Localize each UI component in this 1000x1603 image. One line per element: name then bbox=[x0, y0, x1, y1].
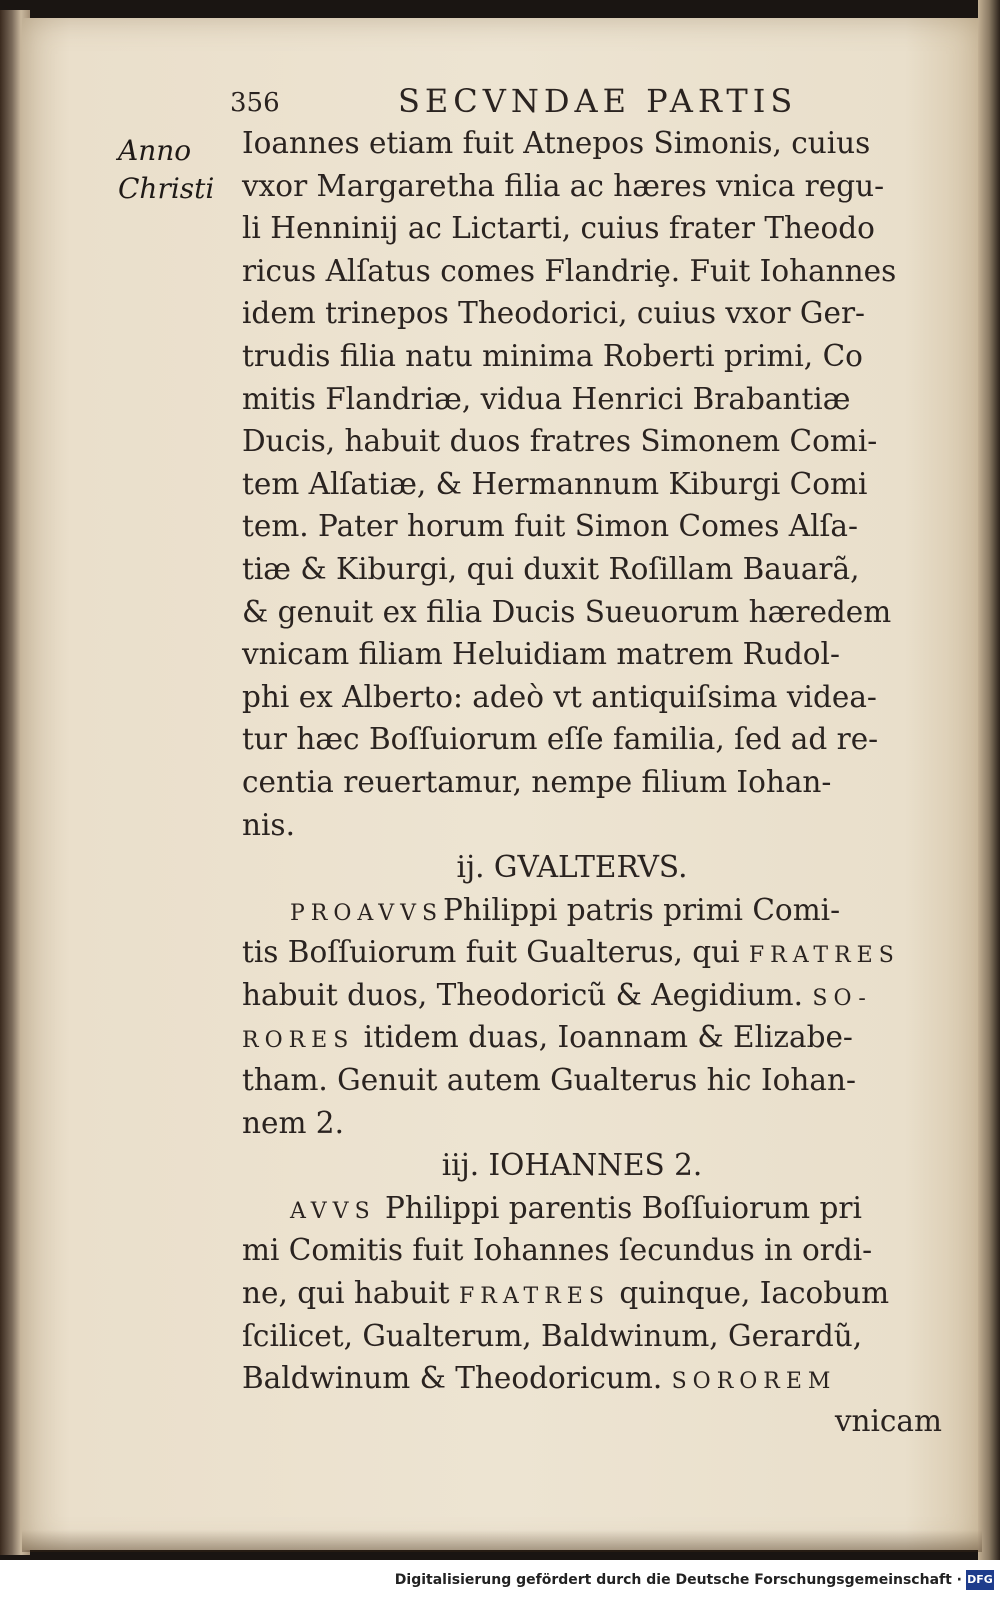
text-segment: quinque, Iacobum bbox=[609, 1276, 890, 1311]
text-segment: Baldwinum & Theodoricum. bbox=[242, 1361, 672, 1396]
page-header bbox=[230, 82, 910, 122]
text-line: idem trinepos Theodorici, cuius vxor Ger- bbox=[242, 296, 866, 331]
margin-note-line: Christi bbox=[118, 172, 215, 205]
small-caps-word: AVVS bbox=[290, 1198, 376, 1224]
text-line: mitis Flandriæ, vidua Henrici Brabantiæ bbox=[242, 381, 851, 416]
text-line: ſcilicet, Gualterum, Baldwinum, Gerardũ, bbox=[242, 1318, 863, 1353]
page-number: 356 bbox=[230, 88, 280, 118]
text-line: tur hæc Boſſuiorum eſſe familia, ſed ad re- bbox=[242, 722, 879, 757]
text-segment: tis Boſſuiorum fuit Gualterus, qui bbox=[242, 935, 749, 970]
text-line bbox=[242, 889, 942, 932]
text-line: trudis filia natu minima Roberti primi, Co bbox=[242, 338, 863, 373]
text-line: Ioannes etiam fuit Atnepos Simonis, cuius bbox=[242, 126, 871, 160]
text-line bbox=[242, 1187, 942, 1230]
text-segment: habuit duos, Theodoricũ & Aegidium. bbox=[242, 977, 813, 1012]
text-segment: Philippi parentis Boſſuiorum pri bbox=[375, 1190, 862, 1225]
text-line: tem. Pater horum fuit Simon Comes Alſa- bbox=[242, 509, 858, 544]
dfg-logo-icon: DFG bbox=[966, 1570, 994, 1590]
page-right-edge bbox=[978, 0, 1000, 1560]
text-line bbox=[242, 1357, 942, 1400]
text-line: li Henninij ac Lictarti, cuius frater Theodo bbox=[242, 211, 875, 246]
footer-bar bbox=[0, 1560, 1000, 1603]
text-line: ricus Alſatus comes Flandriȩ. Fuit Iohannes bbox=[242, 253, 897, 288]
margin-note-line: Anno bbox=[118, 134, 192, 167]
text-line bbox=[242, 1016, 942, 1059]
text-line: vnicam filiam Heluidiam matrem Rudol- bbox=[242, 637, 840, 672]
text-line: nis. bbox=[242, 807, 295, 842]
text-line: tem Alſatiæ, & Hermannum Kiburgi Comi bbox=[242, 466, 868, 501]
body-text bbox=[242, 122, 942, 1442]
text-line: centia reuertamur, nempe filium Iohan- bbox=[242, 764, 832, 799]
text-line bbox=[242, 1272, 942, 1315]
text-segment: itidem duas, Ioannam & Elizabe- bbox=[354, 1020, 853, 1055]
text-line: phi ex Alberto: adeò vt antiquiſsima videa- bbox=[242, 679, 877, 714]
small-caps-word: RORES bbox=[242, 1028, 355, 1054]
small-caps-word: SOROREM bbox=[671, 1369, 837, 1395]
text-line: Ducis, habuit duos fratres Simonem Comi- bbox=[242, 424, 878, 459]
small-caps-word: FRATRES bbox=[459, 1284, 610, 1310]
running-head: SECVNDAE PARTIS bbox=[398, 82, 798, 120]
text-line bbox=[242, 931, 942, 974]
text-segment: Philippi patris primi Comi- bbox=[443, 892, 841, 927]
text-segment: ne, qui habuit bbox=[242, 1276, 460, 1311]
margin-note bbox=[118, 132, 228, 208]
text-line: mi Comitis fuit Iohannes ſecundus in ordi- bbox=[242, 1233, 873, 1268]
text-line: tiæ & Kiburgi, qui duxit Roſillam Bauarã, bbox=[242, 551, 860, 586]
footer-credit: Digitalisierung gefördert durch die Deutsche Forschungsgemeinschaft · bbox=[394, 1572, 962, 1588]
text-line: tham. Genuit autem Gualterus hic Iohan- bbox=[242, 1063, 856, 1098]
text-line bbox=[242, 974, 942, 1017]
text-line: vxor Margaretha filia ac hæres vnica regu- bbox=[242, 168, 885, 203]
page-bottom-shadow bbox=[22, 1530, 982, 1552]
section-heading-iohannes: iij. IOHANNES 2. bbox=[441, 1148, 703, 1183]
small-caps-word: FRATRES bbox=[748, 943, 900, 969]
text-line: & genuit ex filia Ducis Sueuorum hæredem bbox=[242, 594, 892, 629]
small-caps-word: PROAVVS bbox=[290, 900, 444, 926]
text-line: nem 2. bbox=[242, 1105, 344, 1140]
small-caps-word: SO- bbox=[812, 985, 872, 1011]
catchword: vnicam bbox=[834, 1403, 942, 1438]
section-heading-gualterus: ij. GVALTERVS. bbox=[456, 850, 688, 885]
